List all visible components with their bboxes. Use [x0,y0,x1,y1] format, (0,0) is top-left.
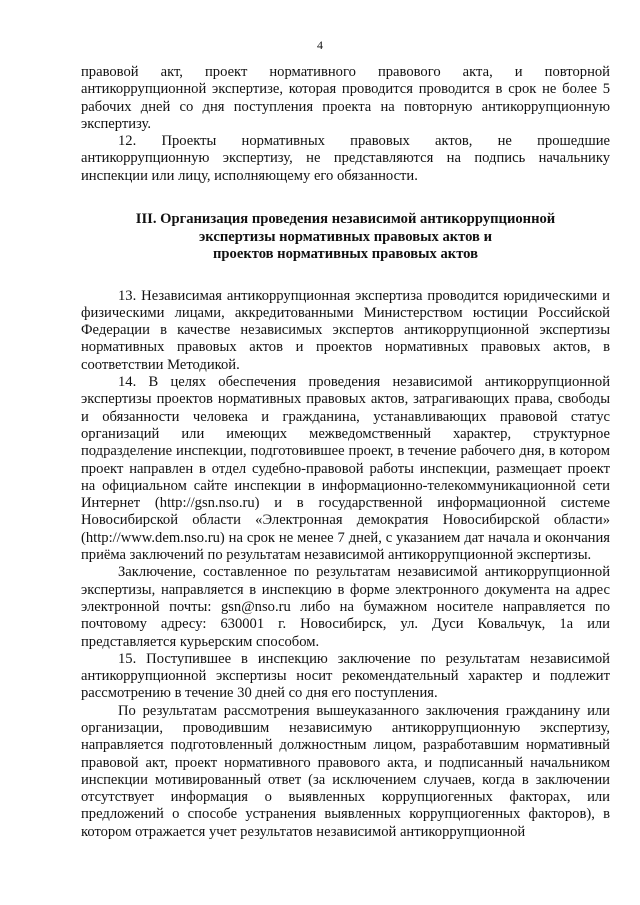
section-heading-line-2: экспертизы нормативных правовых актов и [199,228,492,245]
document-body [81,64,610,841]
paragraph-14: 14. В целях обеспечения проведения независимой антикоррупционной экспертизы проектов нормативных правовых актов, затрагивающих права, свободы и обязанности человека и гражданина, устанавливающих правовой статус организаций или имеющих межведомственный характер, структурное подразделение инспекции, подготовившее проект, в течение рабочего дня, в котором проект направлен в отдел судебно-правовой работы инспекции, размещает проект на официальном сайте инспекции в информационно-телекоммуникационной сети Интернет (http://gsn.nso.ru) и в государственной информационной системе Новосибирской области «Электронная демократия Новосибирской области» (http://www.dem.nso.ru) на срок не менее 7 дней, с указанием дат начала и окончания приёма заключений по результатам независимой антикоррупционной экспертизы. [81,374,610,564]
paragraph-12: 12. Проекты нормативных правовых актов, не прошедшие антикоррупционную экспертизу, не представляются на подпись начальнику инспекции или лицу, исполняющему его обязанности. [81,133,610,184]
paragraph-continuation: правовой акт, проект нормативного правового акта, и повторной антикоррупционной экспертизе, которая проводится проводится в срок не более 5 рабочих дней со дня поступления проекта на повторную антикоррупционную экспертизу. [81,64,610,132]
paragraph-review-results: По результатам рассмотрения вышеуказанного заключения гражданину или организации, проводившим независимую антикоррупционную экспертизу, направляется подготовленный должностным лицом, разработавшим нормативный правовой акт, проект нормативного правового акта, и подписанный начальником инспекции мотивированный ответ (за исключением случаев, когда в заключении отсутствует информация о выявленных коррупциогенных факторах, или предложений о способе устранения выявленных коррупциогенных факторов), в котором отражается учет результатов независимой антикоррупционной [81,702,610,840]
paragraph-15: 15. Поступившее в инспекцию заключение по результатам независимой антикоррупционной экспертизы носит рекомендательный характер и подлежит рассмотрению в течение 30 дней со дня его поступления. [81,650,610,702]
page-number: 4 [317,38,323,52]
paragraph-13: 13. Независимая антикоррупционная экспертиза проводится юридическими и физическими лицами, аккредитованными Министерством юстиции Российской Федерации в качестве независимых экспертов антикоррупционной экспертизы нормативных правовых актов и проектов нормативных правовых актов, в соответствии Методикой. [81,287,610,373]
section-heading [81,211,610,264]
section-heading-line-3: проектов нормативных правовых актов [213,246,478,263]
paragraph-conclusion: Заключение, составленное по результатам независимой антикоррупционной экспертизы, направляется в инспекцию в форме электронного документа на адрес электронной почты: gsn@nso.ru либо на бумажном носителе направляется по почтовому адресу: 630001 г. Новосибирск, ул. Дуси Ковальчук, 1а или представляется курьерским способом. [81,564,610,650]
section-heading-line-1: III. Организация проведения независимой антикоррупционной [135,211,556,228]
